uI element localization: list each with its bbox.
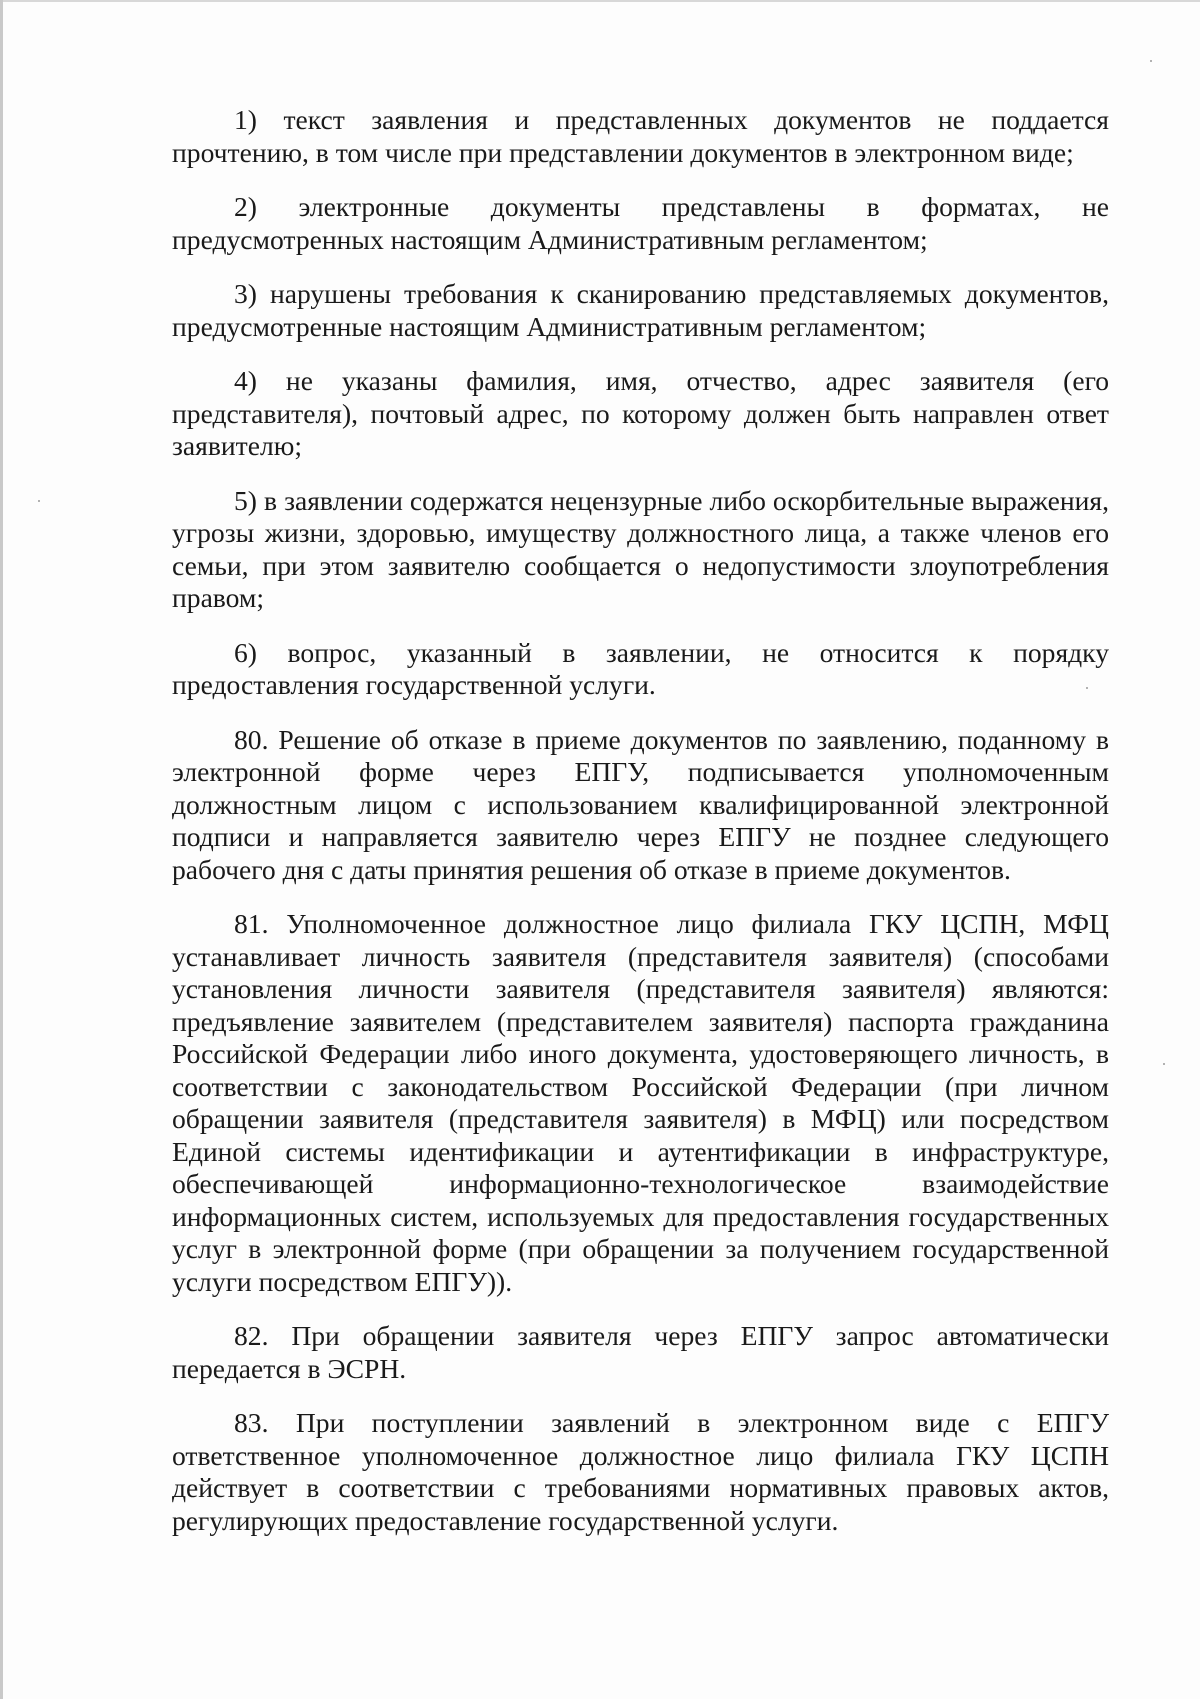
- scan-speck: [1150, 60, 1152, 62]
- scan-edge-top: [0, 0, 1200, 2]
- scan-speck: [38, 500, 40, 502]
- clause-82: 82. При обращении заявителя через ЕПГУ запрос автоматически передается в ЭСРН.: [172, 1320, 1109, 1384]
- scan-edge-left: [0, 0, 3, 1699]
- list-item-3: 3) нарушены требования к сканированию представляемых документов, предусмотренные настоящим Административным регламентом;: [172, 278, 1109, 342]
- list-item-4: 4) не указаны фамилия, имя, отчество, адрес заявителя (его представителя), почтовый адрес, по которому должен быть направлен ответ заявителю;: [172, 365, 1109, 461]
- list-item-6: 6) вопрос, указанный в заявлении, не относится к порядку предоставления государственной услуги.: [172, 636, 1109, 700]
- list-item-5: 5) в заявлении содержатся нецензурные либо оскорбительные выражения, угрозы жизни, здоровью, имуществу должностного лица, а также членов его семьи, при этом заявителю сообщается о недопустимости злоупотребления правом;: [172, 484, 1109, 613]
- clause-81: 81. Уполномоченное должностное лицо филиала ГКУ ЦСПН, МФЦ устанавливает личность заявителя (представителя заявителя) (способами установления личности заявителя (представителя заявителя) являются: предъявление заявителем (представителем заявителя) паспорта гражданина Российской Федерации либо иного документа, удостоверяющего личность, в соответствии с законодательством Российской Федерации (при личном обращении заявителя (представителя заявителя) в МФЦ) или посредством Единой системы идентификации и аутентификации в инфраструктуре, обеспечивающей информационно-технологическое взаимодействие информационных систем, используемых для предоставления государственных услуг в электронной форме (при обращении за получением государственной услуги посредством ЕПГУ)).: [172, 908, 1109, 1297]
- list-item-1: 1) текст заявления и представленных документов не поддается прочтению, в том числе при представлении документов в электронном виде;: [172, 104, 1109, 168]
- clause-80: 80. Решение об отказе в приеме документов по заявлению, поданному в электронной форме через ЕПГУ, подписывается уполномоченным должностным лицом с использованием квалифицированной электронной подписи и направляется заявителю через ЕПГУ не позднее следующего рабочего дня с даты принятия решения об отказе в приеме документов.: [172, 723, 1109, 885]
- list-item-2: 2) электронные документы представлены в форматах, не предусмотренных настоящим Административным регламентом;: [172, 191, 1109, 255]
- scan-speck: [1086, 687, 1088, 689]
- scan-speck: [1163, 1063, 1165, 1065]
- clause-83: 83. При поступлении заявлений в электронном виде с ЕПГУ ответственное уполномоченное должностное лицо филиала ГКУ ЦСПН действует в соответствии с требованиями нормативных правовых актов, регулирующих предоставление государственной услуги.: [172, 1407, 1109, 1536]
- document-body: [172, 104, 1109, 1559]
